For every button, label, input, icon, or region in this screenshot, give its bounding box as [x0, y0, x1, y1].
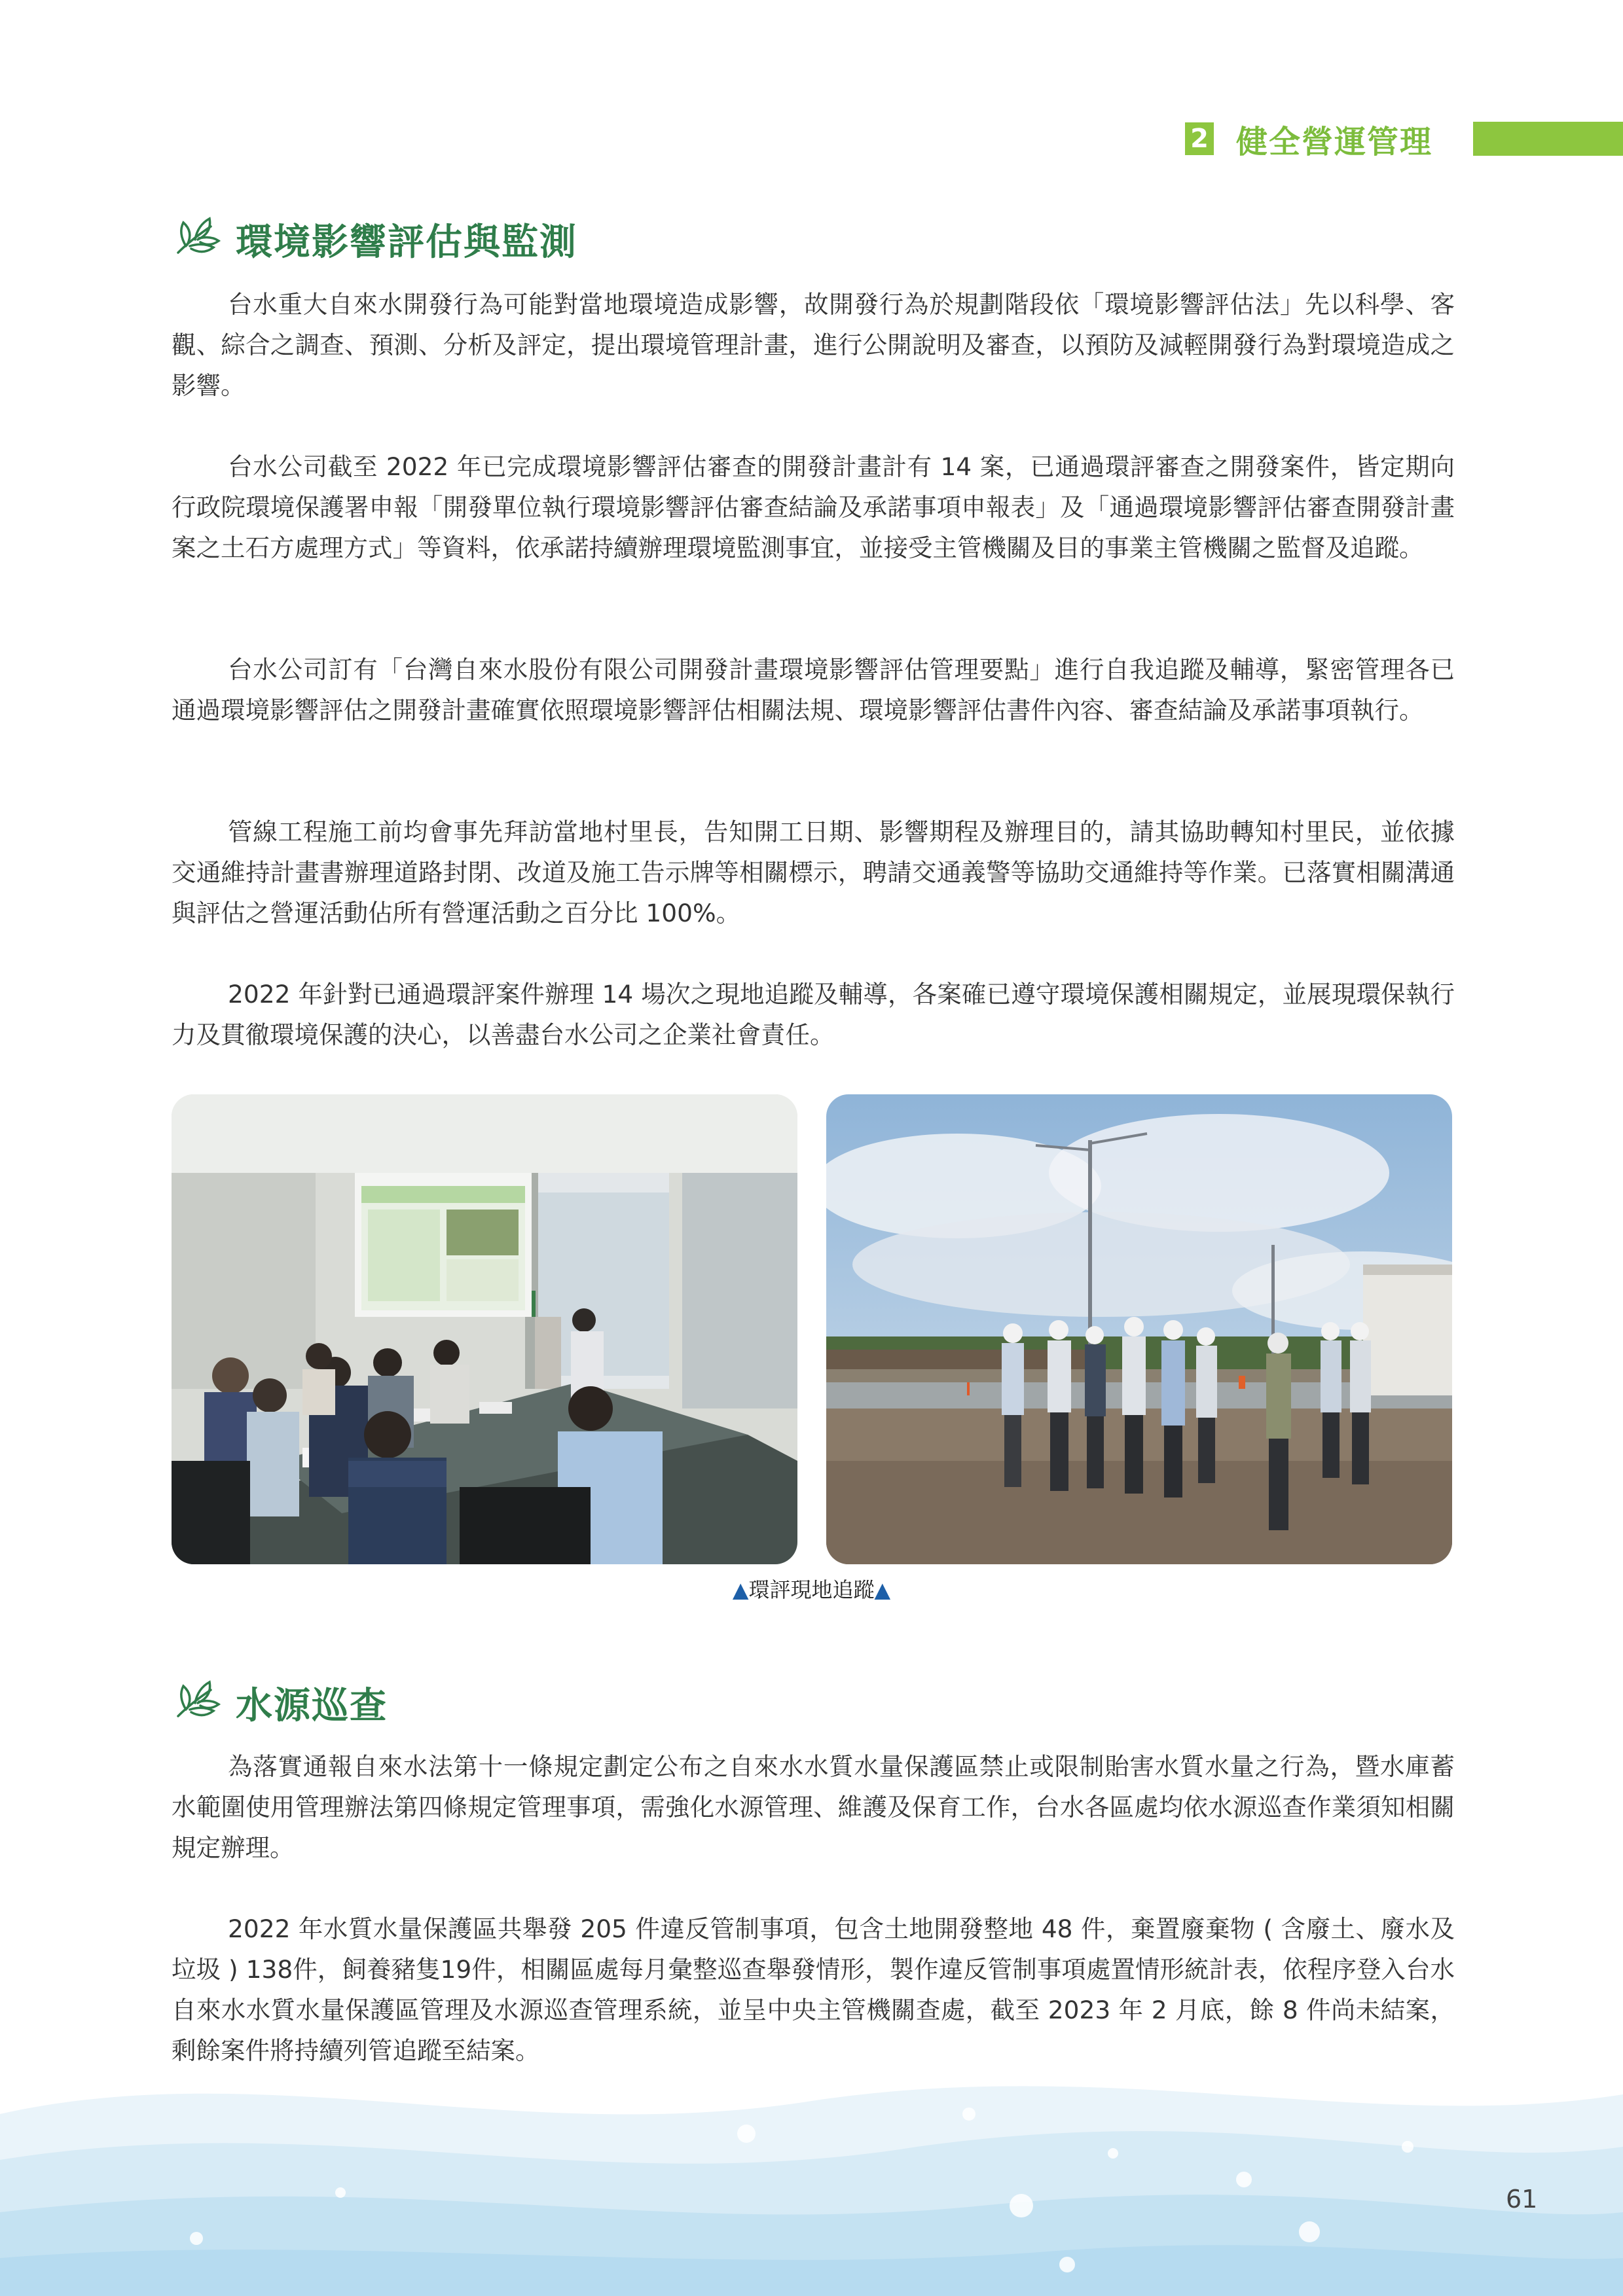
chapter-header: [1185, 122, 1433, 160]
photo-caption: [0, 1573, 1623, 1604]
section-title-text: 環境影響評估與監測: [236, 221, 577, 264]
leaf-icon: [172, 1677, 224, 1729]
chapter-accent-bar: [1473, 122, 1623, 156]
section1-paragraph-4: 管線工程施工前均會事先拜訪當地村里長，告知開工日期、影響期程及辦理目的，請其協助轉知村里民，並依據交通維持計畫書辦理道路封閉、改道及施工告示牌等相關標示，聘請交通義警等協助交通維持等作業。已落實相關溝通與評估之營運活動佔所有營運活動之百分比 100%。: [172, 817, 1455, 927]
section2-paragraph-1: 為落實通報自來水法第十一條規定劃定公布之自來水水質水量保護區禁止或限制貽害水質水量之行為，暨水庫蓄水範圍使用管理辦法第四條規定管理事項，需強化水源管理、維護及保育工作，台水各區處均依水源巡查作業須知相關規定辦理。: [172, 1752, 1455, 1862]
chapter-number: 2: [1185, 122, 1214, 155]
section1-paragraph-2: 台水公司截至 2022 年已完成環境影響評估審查的開發計畫計有 14 案，已通過環評審查之開發案件，皆定期向行政院環境保護署申報「開發單位執行環境影響評估審查結論及承諾事項申報表」及「通過環境影響評估審查開發計畫案之土石方處理方式」等資料，依承諾持續辦理環境監測事宜，並接受主管機關及目的事業主管機關之監督及追蹤。: [172, 452, 1455, 562]
leaf-icon: [172, 213, 224, 266]
photo-site-visit: [826, 1094, 1452, 1564]
section1-paragraph-3: 台水公司訂有「台灣自來水股份有限公司開發計畫環境影響評估管理要點」進行自我追蹤及輔導，緊密管理各已通過環境影響評估之開發計畫確實依照環境影響評估相關法規、環境影響評估書件內容、審查結論及承諾事項執行。: [172, 655, 1455, 725]
chapter-title: 健全營運管理: [1236, 123, 1433, 160]
section2-paragraph-2: 2022 年水質水量保護區共舉發 205 件違反管制事項，包含土地開發整地 48 件，棄置廢棄物 ( 含廢土、廢水及垃圾 ) 138件，飼養豬隻19件，相關區處每月彙整巡查舉發情形，製作違反管制事項處置情形統計表，依程序登入台水自來水水質水量保護區管理及水源巡查管理系統，並呈中央主管機關查處，截至 2023 年 2 月底，餘 8 件尚未結案，剩餘案件將持續列管追蹤至結案。: [172, 1914, 1455, 2065]
decorative-waves: [0, 2016, 1623, 2296]
section1-paragraph-5: 2022 年針對已通過環評案件辦理 14 場次之現地追蹤及輔導，各案確已遵守環境保護相關規定，並展現環保執行力及貫徹環境保護的決心，以善盡台水公司之企業社會責任。: [172, 980, 1455, 1049]
section1-paragraph-1: 台水重大自來水開發行為可能對當地環境造成影響，故開發行為於規劃階段依「環境影響評估法」先以科學、客觀、綜合之調查、預測、分析及評定，提出環境管理計畫，進行公開說明及審查，以預防及減輕開發行為對環境造成之影響。: [172, 290, 1455, 400]
caption-text: 環評現地追蹤: [748, 1577, 875, 1602]
section-title-text: 水源巡查: [236, 1685, 388, 1727]
section-title-environmental-assessment: [172, 213, 577, 266]
photo-meeting-room: [172, 1094, 797, 1564]
caption-triangle-left: ▲: [732, 1577, 749, 1602]
section-title-water-source-patrol: [172, 1677, 388, 1729]
caption-triangle-right: ▲: [874, 1577, 891, 1602]
page-number: 61: [1506, 2185, 1538, 2214]
